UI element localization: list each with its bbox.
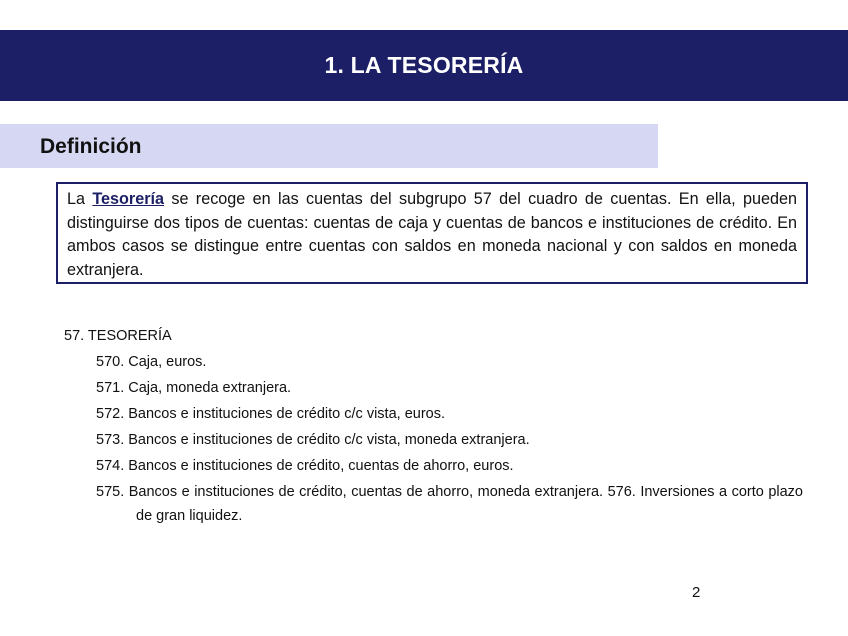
account-item-573: 573. Bancos e instituciones de crédito c/c vista, moneda extranjera. bbox=[96, 432, 530, 448]
title-banner bbox=[0, 30, 848, 101]
section-title: Definición bbox=[40, 135, 142, 158]
account-items bbox=[64, 349, 803, 528]
definition-prefix: La bbox=[67, 190, 93, 208]
account-item-571: 571. Caja, moneda extranjera. bbox=[96, 380, 292, 396]
account-group-heading: 57. TESORERÍA bbox=[64, 328, 172, 344]
account-item-572: 572. Bancos e instituciones de crédito c/c vista, euros. bbox=[96, 406, 445, 422]
account-item-570: 570. Caja, euros. bbox=[96, 354, 207, 370]
account-item-574: 574. Bancos e instituciones de crédito, cuentas de ahorro, euros. bbox=[96, 458, 514, 474]
account-item-575: 575. Bancos e instituciones de crédito, cuentas de ahorro, moneda extranjera. 576. Inversiones a corto plazo de gran liquidez. bbox=[96, 484, 803, 524]
page-number: 2 bbox=[692, 584, 701, 601]
definition-box bbox=[56, 182, 808, 284]
definition-body: se recoge en las cuentas del subgrupo 57 del cuadro de cuentas. En ella, pueden distinguirse dos tipos de cuentas: cuentas de caja y cuentas de bancos e instituciones de crédito. En ambos casos se distingue entre cuentas con saldos en moneda nacional y con saldos en moneda extranjera. bbox=[67, 190, 797, 279]
tesoreria-term: Tesorería bbox=[92, 190, 165, 208]
slide-title: 1. LA TESORERÍA bbox=[324, 52, 524, 78]
account-list bbox=[64, 323, 803, 528]
